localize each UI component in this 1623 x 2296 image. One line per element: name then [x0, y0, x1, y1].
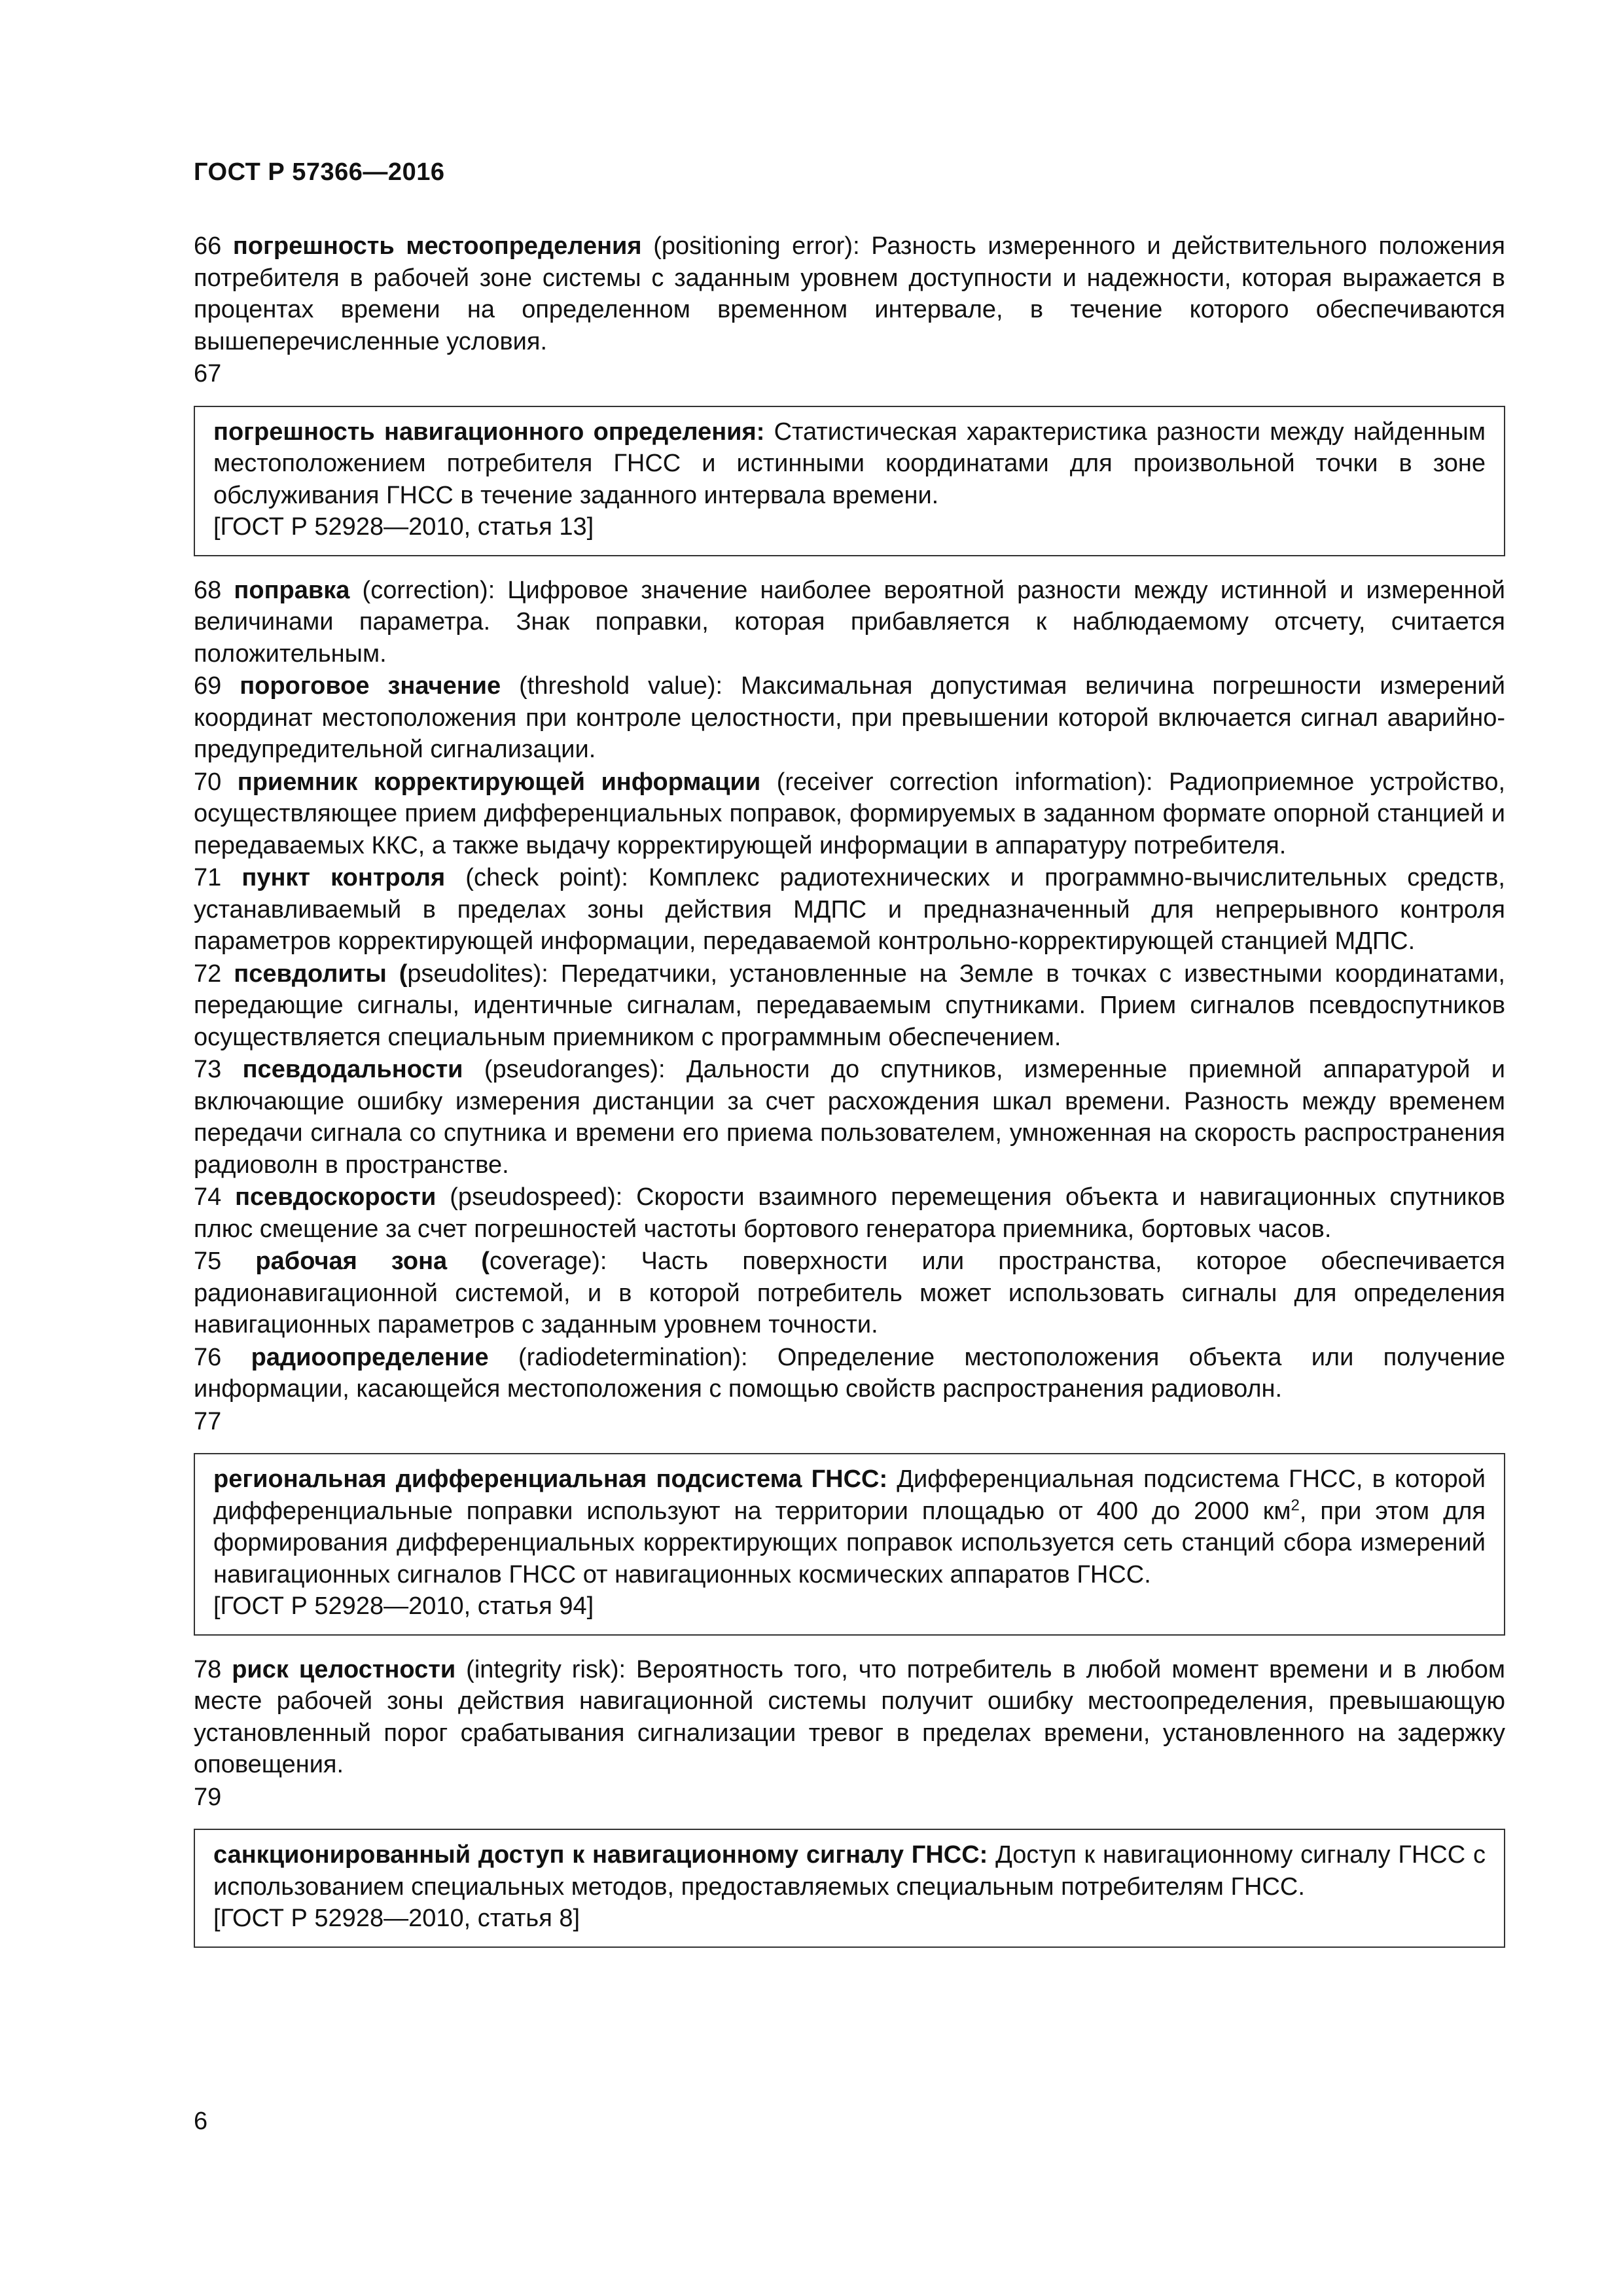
entry-number: 69	[194, 672, 222, 700]
entry-text: (positioning error): Разность измеренного и действительного положения потребителя в рабочей зоне системы с заданным уровнем доступности и надежности, которая выражается в процентах времени на определенном временном интервале, в течение которого обеспечиваются вышеперечисленные условия.	[194, 232, 1505, 355]
entry-number: 70	[194, 768, 222, 796]
entry-term: радиоопределение	[251, 1343, 489, 1371]
entry-text: (check point): Комплекс радиотехнических и программно-вычислительных средств, устанавливаемый в пределах зоны действия МДПС и предназначенный для непрерывного контроля параметров корректирующей информации, передаваемой контрольно-корректирующей станцией МДПС.	[194, 864, 1505, 955]
document-header: ГОСТ Р 57366—2016	[194, 158, 445, 186]
term-entry-78	[194, 1654, 1505, 1781]
box-term: погрешность навигационного определения:	[213, 418, 765, 446]
entry-term: риск целостности	[232, 1655, 456, 1683]
entry-text: (correction): Цифровое значение наиболее вероятной разности между истинной и измеренной величинами параметра. Знак поправки, которая прибавляется к наблюдаемому отсчету, считается положительным.	[194, 576, 1505, 668]
definition-box-79	[194, 1829, 1505, 1948]
entry-text: coverage): Часть поверхности или пространства, которое обеспечивается радионавигационной системой, и в которой потребитель может использовать сигналы для определения навигационных параметров с заданным уровнем точности.	[194, 1247, 1506, 1338]
entry-term: пороговое значение	[240, 672, 501, 700]
entry-text: pseudolites): Передатчики, установленные на Земле в точках с известными координатами, передающие сигналы, идентичные сигналам, передаваемым спутниками. Прием сигналов псевдоспутников осуществляется специальным приемником с программным обеспечением.	[194, 960, 1505, 1051]
term-entry-73	[194, 1054, 1505, 1181]
entry-number: 68	[194, 576, 222, 604]
entry-text: (threshold value): Максимальная допустимая величина погрешности измерений координат местоположения при контроле целостности, при превышении которой включается сигнал аварийно-предупредительной сигнализации.	[194, 672, 1506, 763]
entry-number: 73	[194, 1056, 222, 1083]
entry-text: (receiver correction information): Радиоприемное устройство, осуществляющее прием дифференциальных поправок, формируемых в заданном формате опорной станцией и передаваемых ККС, а также выдачу корректирующей информации в аппаратуру потребителя.	[194, 768, 1506, 859]
entry-number: 78	[194, 1655, 222, 1683]
entry-number-67: 67	[194, 360, 222, 387]
entry-text: (radiodetermination): Определение местоположения объекта или получение информации, касающейся местоположения с помощью свойств распространения радиоволн.	[194, 1343, 1505, 1403]
superscript: 2	[1291, 1496, 1300, 1514]
term-entry-76	[194, 1342, 1505, 1405]
entry-number: 71	[194, 864, 222, 891]
entry-text: (pseudospeed): Скорости взаимного перемещения объекта и навигационных спутников плюс смещение за счет погрешностей частоты бортового генератора приемника, бортовых часов.	[194, 1183, 1505, 1243]
term-entry-68	[194, 575, 1505, 670]
term-entry-75	[194, 1246, 1505, 1341]
document-body	[194, 230, 1505, 1966]
entry-text: (integrity risk): Вероятность того, что потребитель в любой момент времени и в любом месте рабочей зоны действия навигационной системы получит ошибку местоопределения, превышающую установленный порог срабатывания сигнализации тревог в пределах времени, установленного на задержку оповещения.	[194, 1655, 1505, 1778]
box-source: [ГОСТ Р 52928—2010, статья 13]	[213, 513, 594, 541]
box-source: [ГОСТ Р 52928—2010, статья 8]	[213, 1905, 580, 1932]
entry-number-79: 79	[194, 1783, 222, 1811]
definition-box-67	[194, 406, 1505, 556]
box-term: региональная дифференциальная подсистема ГНСС:	[213, 1465, 888, 1493]
box-source: [ГОСТ Р 52928—2010, статья 94]	[213, 1592, 594, 1620]
entry-term: погрешность местоопределения	[232, 232, 642, 260]
term-entry-70	[194, 766, 1505, 862]
term-entry-69	[194, 670, 1505, 766]
term-entry-72	[194, 958, 1505, 1054]
entry-number: 66	[194, 232, 222, 260]
entry-term: псевдолиты (	[234, 960, 408, 988]
term-entry-66	[194, 230, 1505, 357]
entry-term: псевдоскорости	[235, 1183, 437, 1211]
definition-box-77	[194, 1453, 1505, 1636]
entry-term: псевдодальности	[242, 1056, 463, 1083]
entry-number: 76	[194, 1343, 222, 1371]
entry-term: рабочая зона (	[255, 1247, 490, 1275]
entry-term: приемник корректирующей информации	[237, 768, 761, 796]
entry-term: пункт контроля	[241, 864, 446, 891]
box-term: санкционированный доступ к навигационному сигналу ГНСС:	[213, 1841, 988, 1869]
term-entry-74	[194, 1181, 1505, 1245]
page-number: 6	[194, 2108, 208, 2135]
entry-number-77: 77	[194, 1407, 222, 1435]
entry-number: 74	[194, 1183, 222, 1211]
entry-text: (pseudoranges): Дальности до спутников, измеренные приемной аппаратурой и включающие ошибку измерения дистанции за счет расхождения шкал времени. Разность между временем передачи сигнала со спутника и времени его приема пользователем, умноженная на скорость распространения радиоволн в пространстве.	[194, 1056, 1505, 1179]
term-entry-71	[194, 862, 1505, 958]
box-text: Доступ к навигационному сигналу ГНСС с использованием специальных методов, предоставляемых специальным потребителям ГНСС.	[213, 1841, 1486, 1901]
box-text-continued: , при этом для формирования дифференциальных корректирующих поправок используется сеть станций сбора измерений навигационных сигналов ГНСС от навигационных космических аппаратов ГНСС.	[213, 1497, 1486, 1588]
entry-term: поправка	[234, 576, 350, 604]
entry-number: 72	[194, 960, 222, 988]
box-text: Статистическая характеристика разности между найденным местоположением потребителя ГНСС и истинными координатами для произвольной точки в зоне обслуживания ГНСС в течение заданного интервала времени.	[213, 418, 1486, 509]
box-text: Дифференциальная подсистема ГНСС, в которой дифференциальные поправки используют на территории площадью от 400 до 2000 км	[213, 1465, 1486, 1525]
entry-number: 75	[194, 1247, 222, 1275]
